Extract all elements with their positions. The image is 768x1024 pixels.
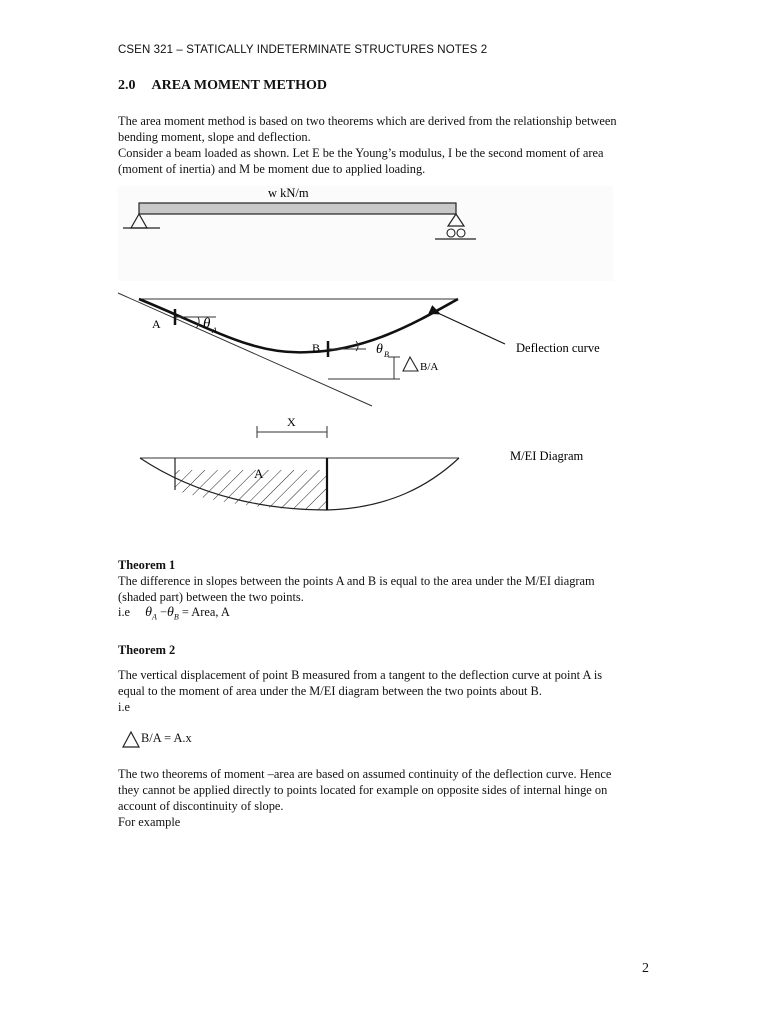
- theorem-2-title: Theorem 2: [118, 643, 176, 657]
- theta-a-subscript: A: [212, 326, 217, 335]
- load-label: w kN/m: [268, 186, 309, 200]
- section-number: 2.0: [118, 78, 136, 93]
- theorem-2-ie: i.e: [118, 700, 131, 714]
- theorem-1-equation: i.e $\theta_A -\theta_B$ = Area, A: [118, 605, 230, 622]
- theorem-2-line: The vertical displacement of point B measured from a tangent to the deflection curve at point A is: [118, 668, 603, 682]
- deflection-arrow: [440, 314, 505, 344]
- theta-a-symbol: θ: [203, 316, 211, 332]
- point-a-label: A: [152, 317, 161, 331]
- closing-line: account of discontinuity of slope.: [118, 799, 284, 813]
- shaded-area: [175, 470, 327, 510]
- mei-diagram-label: M/EI Diagram: [510, 449, 584, 463]
- closing-line: The two theorems of moment –area are based on assumed continuity of the deflection curve. Hence: [118, 767, 612, 781]
- theorem-2: [118, 642, 658, 715]
- theorem-2-line: equal to the moment of area under the M/EI diagram between the two points about B.: [118, 684, 542, 698]
- theta-b-symbol: θ: [376, 342, 383, 357]
- intro-line: Consider a beam loaded as shown. Let E be the Young’s modulus, I be the second moment of area: [118, 146, 604, 160]
- theorem-2-equation: B/A = A.x: [121, 730, 192, 748]
- theorem-1-line: (shaded part) between the two points.: [118, 590, 304, 604]
- deflection-curve-label: Deflection curve: [516, 341, 600, 355]
- closing-paragraph: [118, 766, 658, 830]
- x-label: X: [287, 415, 296, 429]
- section-title: AREA MOMENT METHOD: [151, 78, 328, 93]
- page-number: 2: [642, 961, 649, 976]
- beam: [139, 203, 456, 214]
- theorem-1-line: The difference in slopes between the points A and B is equal to the area under the M/EI diagram: [118, 574, 595, 588]
- delta-label: B/A: [420, 361, 439, 373]
- deflection-curve: [139, 299, 458, 352]
- theorem-1-title: Theorem 1: [118, 558, 176, 572]
- closing-line: they cannot be applied directly to points located for example on opposite sides of internal hinge on: [118, 783, 608, 797]
- delta-icon: [121, 730, 141, 748]
- intro-line: (moment of inertia) and M be moment due to applied loading.: [118, 162, 426, 176]
- theta-b-subscript: B: [384, 350, 389, 359]
- intro-line: The area moment method is based on two theorems which are derived from the relationship between: [118, 114, 617, 128]
- theorem-1: [118, 557, 658, 625]
- intro-line: bending moment, slope and deflection.: [118, 130, 311, 144]
- running-header: CSEN 321 – STATICALLY INDETERMINATE STRUCTURES NOTES 2: [118, 44, 488, 56]
- figure-background: [118, 186, 613, 281]
- closing-line: For example: [118, 815, 181, 829]
- area-label: A: [254, 466, 264, 481]
- delta-icon: [403, 357, 418, 371]
- point-b-label: B: [312, 341, 321, 355]
